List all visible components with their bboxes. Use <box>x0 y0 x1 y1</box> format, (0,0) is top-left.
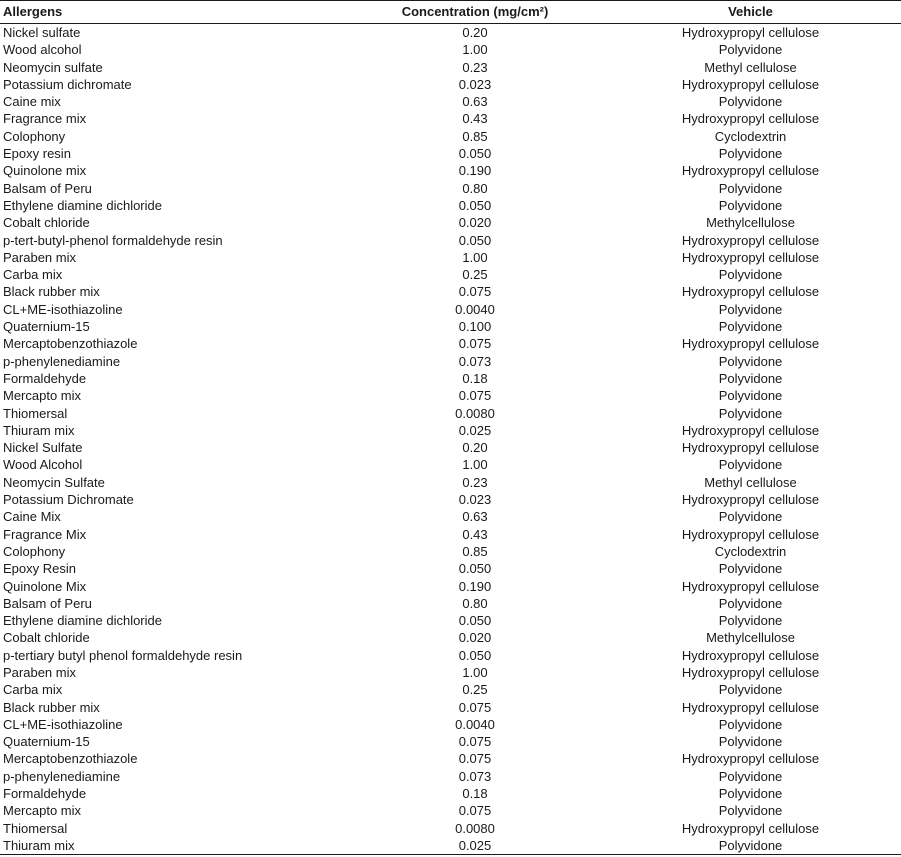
vehicle-cell: Polyvidone <box>600 837 901 855</box>
allergen-cell: Black rubber mix <box>3 284 100 300</box>
allergen-cell: Fragrance mix <box>3 111 87 127</box>
header-vehicle: Vehicle <box>600 1 901 24</box>
vehicle-cell: Polyvidone <box>718 682 783 698</box>
concentration-cell: 1.00 <box>462 249 488 265</box>
vehicle-cell: Hydroxypropyl cellulose <box>681 249 820 265</box>
concentration-cell: 1.00 <box>462 664 488 680</box>
table-row <box>0 595 901 612</box>
vehicle-cell: Methylcellulose <box>706 215 795 231</box>
concentration-cell: 0.43 <box>462 111 488 127</box>
concentration-cell: 0.20 <box>462 440 488 456</box>
concentration-cell: 0.0080 <box>455 820 495 836</box>
vehicle-cell: Hydroxypropyl cellulose <box>681 699 820 715</box>
concentration-cell: 0.075 <box>458 388 492 404</box>
allergen-cell: Balsam of Peru <box>3 595 92 611</box>
allergen-cell: Paraben mix <box>3 249 76 265</box>
allergen-cell: Quinolone mix <box>3 163 87 179</box>
allergen-cell: Ethylene diamine dichloride <box>3 197 162 213</box>
allergen-cell: p-tertiary butyl phenol formaldehyde resin <box>3 647 243 663</box>
table-row <box>0 41 901 58</box>
table-body <box>0 24 901 855</box>
header-concentration: Concentration (mg/cm²) <box>350 1 600 24</box>
concentration-cell: 1.00 <box>462 42 488 58</box>
allergen-cell: Formaldehyde <box>3 370 87 386</box>
table-row <box>0 820 901 837</box>
concentration-cell: 0.075 <box>458 699 492 715</box>
table-row <box>0 335 901 352</box>
vehicle-cell: Hydroxypropyl cellulose <box>681 664 820 680</box>
concentration-cell: 0.85 <box>462 128 488 144</box>
table-row <box>0 699 901 716</box>
table-row <box>0 716 901 733</box>
allergen-cell: p-tert-butyl-phenol formaldehyde resin <box>3 232 223 248</box>
vehicle-cell: Polyvidone <box>718 716 783 732</box>
table-row <box>0 750 901 767</box>
allergen-cell: Fragrance Mix <box>3 526 87 542</box>
table-row <box>0 508 901 525</box>
vehicle-cell: Cyclodextrin <box>714 543 787 559</box>
table-row <box>0 681 901 698</box>
allergen-cell: Carba mix <box>3 682 63 698</box>
concentration-cell: 0.25 <box>462 267 488 283</box>
concentration-cell: 0.073 <box>458 768 492 784</box>
table-row <box>0 197 901 214</box>
vehicle-cell: Hydroxypropyl cellulose <box>681 163 820 179</box>
allergen-cell: Paraben mix <box>3 664 76 680</box>
table-row <box>0 128 901 145</box>
table-row <box>0 387 901 404</box>
table-row <box>0 283 901 300</box>
vehicle-cell: Polyvidone <box>718 353 783 369</box>
table-row <box>0 785 901 802</box>
table-row <box>0 318 901 335</box>
table-row <box>0 162 901 179</box>
table-row <box>0 768 901 785</box>
allergen-cell: CL+ME-isothiazoline <box>3 301 123 317</box>
concentration-cell: 0.073 <box>458 353 492 369</box>
table-row <box>0 422 901 439</box>
vehicle-cell: Polyvidone <box>718 42 783 58</box>
vehicle-cell: Polyvidone <box>718 94 783 110</box>
vehicle-cell: Methylcellulose <box>706 630 795 646</box>
vehicle-cell: Hydroxypropyl cellulose <box>681 284 820 300</box>
concentration-cell: 0.0080 <box>455 405 495 421</box>
table-row <box>0 526 901 543</box>
table-row <box>0 370 901 387</box>
vehicle-cell: Polyvidone <box>718 561 783 577</box>
table-row <box>0 612 901 629</box>
allergen-cell: p-phenylenediamine <box>3 768 121 784</box>
concentration-cell: 0.80 <box>462 180 488 196</box>
concentration-cell: 0.190 <box>458 578 492 594</box>
vehicle-cell: Polyvidone <box>718 595 783 611</box>
allergen-cell: Thiuram mix <box>3 422 75 438</box>
concentration-cell: 0.63 <box>462 509 488 525</box>
vehicle-cell: Hydroxypropyl cellulose <box>681 336 820 352</box>
table-row <box>0 180 901 197</box>
table-row <box>0 301 901 318</box>
allergen-cell: Nickel Sulfate <box>3 440 83 456</box>
vehicle-cell: Polyvidone <box>718 267 783 283</box>
allergen-cell: Formaldehyde <box>3 786 87 802</box>
allergen-cell: CL+ME-isothiazoline <box>3 716 123 732</box>
concentration-cell: 0.050 <box>458 197 492 213</box>
allergen-cell: Balsam of Peru <box>3 180 92 196</box>
table-row <box>0 456 901 473</box>
vehicle-cell: Methyl cellulose <box>704 59 797 75</box>
table-row <box>0 59 901 76</box>
table-row <box>0 110 901 127</box>
table-row <box>0 491 901 508</box>
allergen-cell: Quaternium-15 <box>3 319 90 335</box>
vehicle-cell: Hydroxypropyl cellulose <box>681 111 820 127</box>
table-row <box>0 405 901 422</box>
table-row <box>0 24 901 42</box>
concentration-cell: 0.190 <box>458 163 492 179</box>
concentration-cell: 0.023 <box>458 76 492 92</box>
allergen-cell: Mercaptobenzothiazole <box>3 751 138 767</box>
allergen-cell: Cobalt chloride <box>3 215 90 231</box>
allergen-cell: Quinolone Mix <box>3 578 87 594</box>
concentration-cell: 0.050 <box>458 232 492 248</box>
allergen-cell: Neomycin sulfate <box>3 59 103 75</box>
allergen-cell: Colophony <box>3 128 66 144</box>
table-row <box>0 474 901 491</box>
concentration-cell: 0.63 <box>462 94 488 110</box>
allergen-cell: Ethylene diamine dichloride <box>3 613 162 629</box>
table-row <box>0 733 901 750</box>
table-row <box>0 560 901 577</box>
table-row <box>0 76 901 93</box>
vehicle-cell: Hydroxypropyl cellulose <box>681 440 820 456</box>
allergen-cell: Thiomersal <box>3 405 68 421</box>
vehicle-cell: Polyvidone <box>718 146 783 162</box>
allergen-cell: Potassium dichromate <box>3 76 132 92</box>
concentration-cell: 0.18 <box>462 370 488 386</box>
allergen-cell: p-phenylenediamine <box>3 353 121 369</box>
allergen-cell: Mercaptobenzothiazole <box>3 336 138 352</box>
table-row <box>0 214 901 231</box>
table-row <box>0 145 901 162</box>
concentration-cell: 0.050 <box>458 146 492 162</box>
concentration-cell: 0.0040 <box>455 716 495 732</box>
table-row <box>0 629 901 646</box>
concentration-cell: 0.075 <box>458 734 492 750</box>
vehicle-cell: Hydroxypropyl cellulose <box>681 76 820 92</box>
allergen-cell: Thiuram mix <box>0 837 350 855</box>
allergen-cell: Potassium Dichromate <box>3 492 134 508</box>
vehicle-cell: Polyvidone <box>718 405 783 421</box>
concentration-cell: 0.100 <box>458 319 492 335</box>
table-row <box>0 439 901 456</box>
vehicle-cell: Methyl cellulose <box>704 474 797 490</box>
allergen-cell: Caine Mix <box>3 509 61 525</box>
vehicle-cell: Hydroxypropyl cellulose <box>681 647 820 663</box>
table-row <box>0 578 901 595</box>
vehicle-cell: Polyvidone <box>718 180 783 196</box>
vehicle-cell: Polyvidone <box>718 370 783 386</box>
vehicle-cell: Hydroxypropyl cellulose <box>681 526 820 542</box>
table-row <box>0 249 901 266</box>
concentration-cell: 0.0040 <box>455 301 495 317</box>
vehicle-cell: Hydroxypropyl cellulose <box>681 232 820 248</box>
allergen-cell: Black rubber mix <box>3 699 100 715</box>
allergen-cell: Epoxy resin <box>3 146 71 162</box>
concentration-cell: 0.075 <box>458 803 492 819</box>
header-allergens: Allergens <box>0 1 350 24</box>
vehicle-cell: Hydroxypropyl cellulose <box>681 820 820 836</box>
vehicle-cell: Polyvidone <box>718 786 783 802</box>
concentration-cell: 0.18 <box>462 786 488 802</box>
header-row <box>0 1 901 24</box>
allergen-cell: Caine mix <box>3 94 61 110</box>
vehicle-cell: Hydroxypropyl cellulose <box>681 751 820 767</box>
concentration-cell: 0.80 <box>462 595 488 611</box>
concentration-cell: 0.25 <box>462 682 488 698</box>
table-row <box>0 543 901 560</box>
vehicle-cell: Cyclodextrin <box>714 128 787 144</box>
concentration-cell: 0.050 <box>458 647 492 663</box>
table-row <box>0 232 901 249</box>
vehicle-cell: Hydroxypropyl cellulose <box>681 25 820 40</box>
concentration-cell: 0.20 <box>462 25 488 40</box>
allergen-cell: Mercapto mix <box>3 803 82 819</box>
vehicle-cell: Polyvidone <box>718 197 783 213</box>
allergen-cell: Mercapto mix <box>3 388 82 404</box>
allergen-cell: Carba mix <box>3 267 63 283</box>
table-row <box>0 647 901 664</box>
concentration-cell: 1.00 <box>462 457 488 473</box>
table-row <box>0 664 901 681</box>
vehicle-cell: Polyvidone <box>718 734 783 750</box>
allergen-cell: Epoxy Resin <box>3 561 76 577</box>
concentration-cell: 0.23 <box>462 474 488 490</box>
concentration-cell: 0.050 <box>458 561 492 577</box>
vehicle-cell: Polyvidone <box>718 319 783 335</box>
concentration-cell: 0.020 <box>458 630 492 646</box>
concentration-cell: 0.023 <box>458 492 492 508</box>
allergen-cell: Wood alcohol <box>3 42 82 58</box>
vehicle-cell: Hydroxypropyl cellulose <box>681 578 820 594</box>
allergen-cell: Nickel sulfate <box>3 25 81 40</box>
table-row <box>0 802 901 819</box>
concentration-cell: 0.075 <box>458 336 492 352</box>
vehicle-cell: Polyvidone <box>718 509 783 525</box>
table-row <box>0 837 901 855</box>
table-row <box>0 266 901 283</box>
allergen-cell: Thiomersal <box>3 820 68 836</box>
allergen-cell: Cobalt chloride <box>3 630 90 646</box>
concentration-cell: 0.23 <box>462 59 488 75</box>
concentration-cell: 0.025 <box>350 837 600 855</box>
vehicle-cell: Polyvidone <box>718 768 783 784</box>
vehicle-cell: Hydroxypropyl cellulose <box>681 492 820 508</box>
concentration-cell: 0.020 <box>458 215 492 231</box>
table-header <box>0 1 901 24</box>
allergen-cell: Neomycin Sulfate <box>3 474 105 490</box>
vehicle-cell: Polyvidone <box>718 388 783 404</box>
concentration-cell: 0.050 <box>458 613 492 629</box>
allergen-cell: Colophony <box>3 543 66 559</box>
concentration-cell: 0.85 <box>462 543 488 559</box>
concentration-cell: 0.025 <box>458 422 492 438</box>
vehicle-cell: Polyvidone <box>718 613 783 629</box>
vehicle-cell: Polyvidone <box>718 301 783 317</box>
concentration-cell: 0.075 <box>458 751 492 767</box>
vehicle-cell: Polyvidone <box>718 457 783 473</box>
allergen-cell: Quaternium-15 <box>3 734 90 750</box>
concentration-cell: 0.43 <box>462 526 488 542</box>
concentration-cell: 0.075 <box>458 284 492 300</box>
table-row <box>0 353 901 370</box>
allergen-cell: Wood Alcohol <box>3 457 83 473</box>
vehicle-cell: Hydroxypropyl cellulose <box>681 422 820 438</box>
vehicle-cell: Polyvidone <box>718 803 783 819</box>
table-row <box>0 93 901 110</box>
